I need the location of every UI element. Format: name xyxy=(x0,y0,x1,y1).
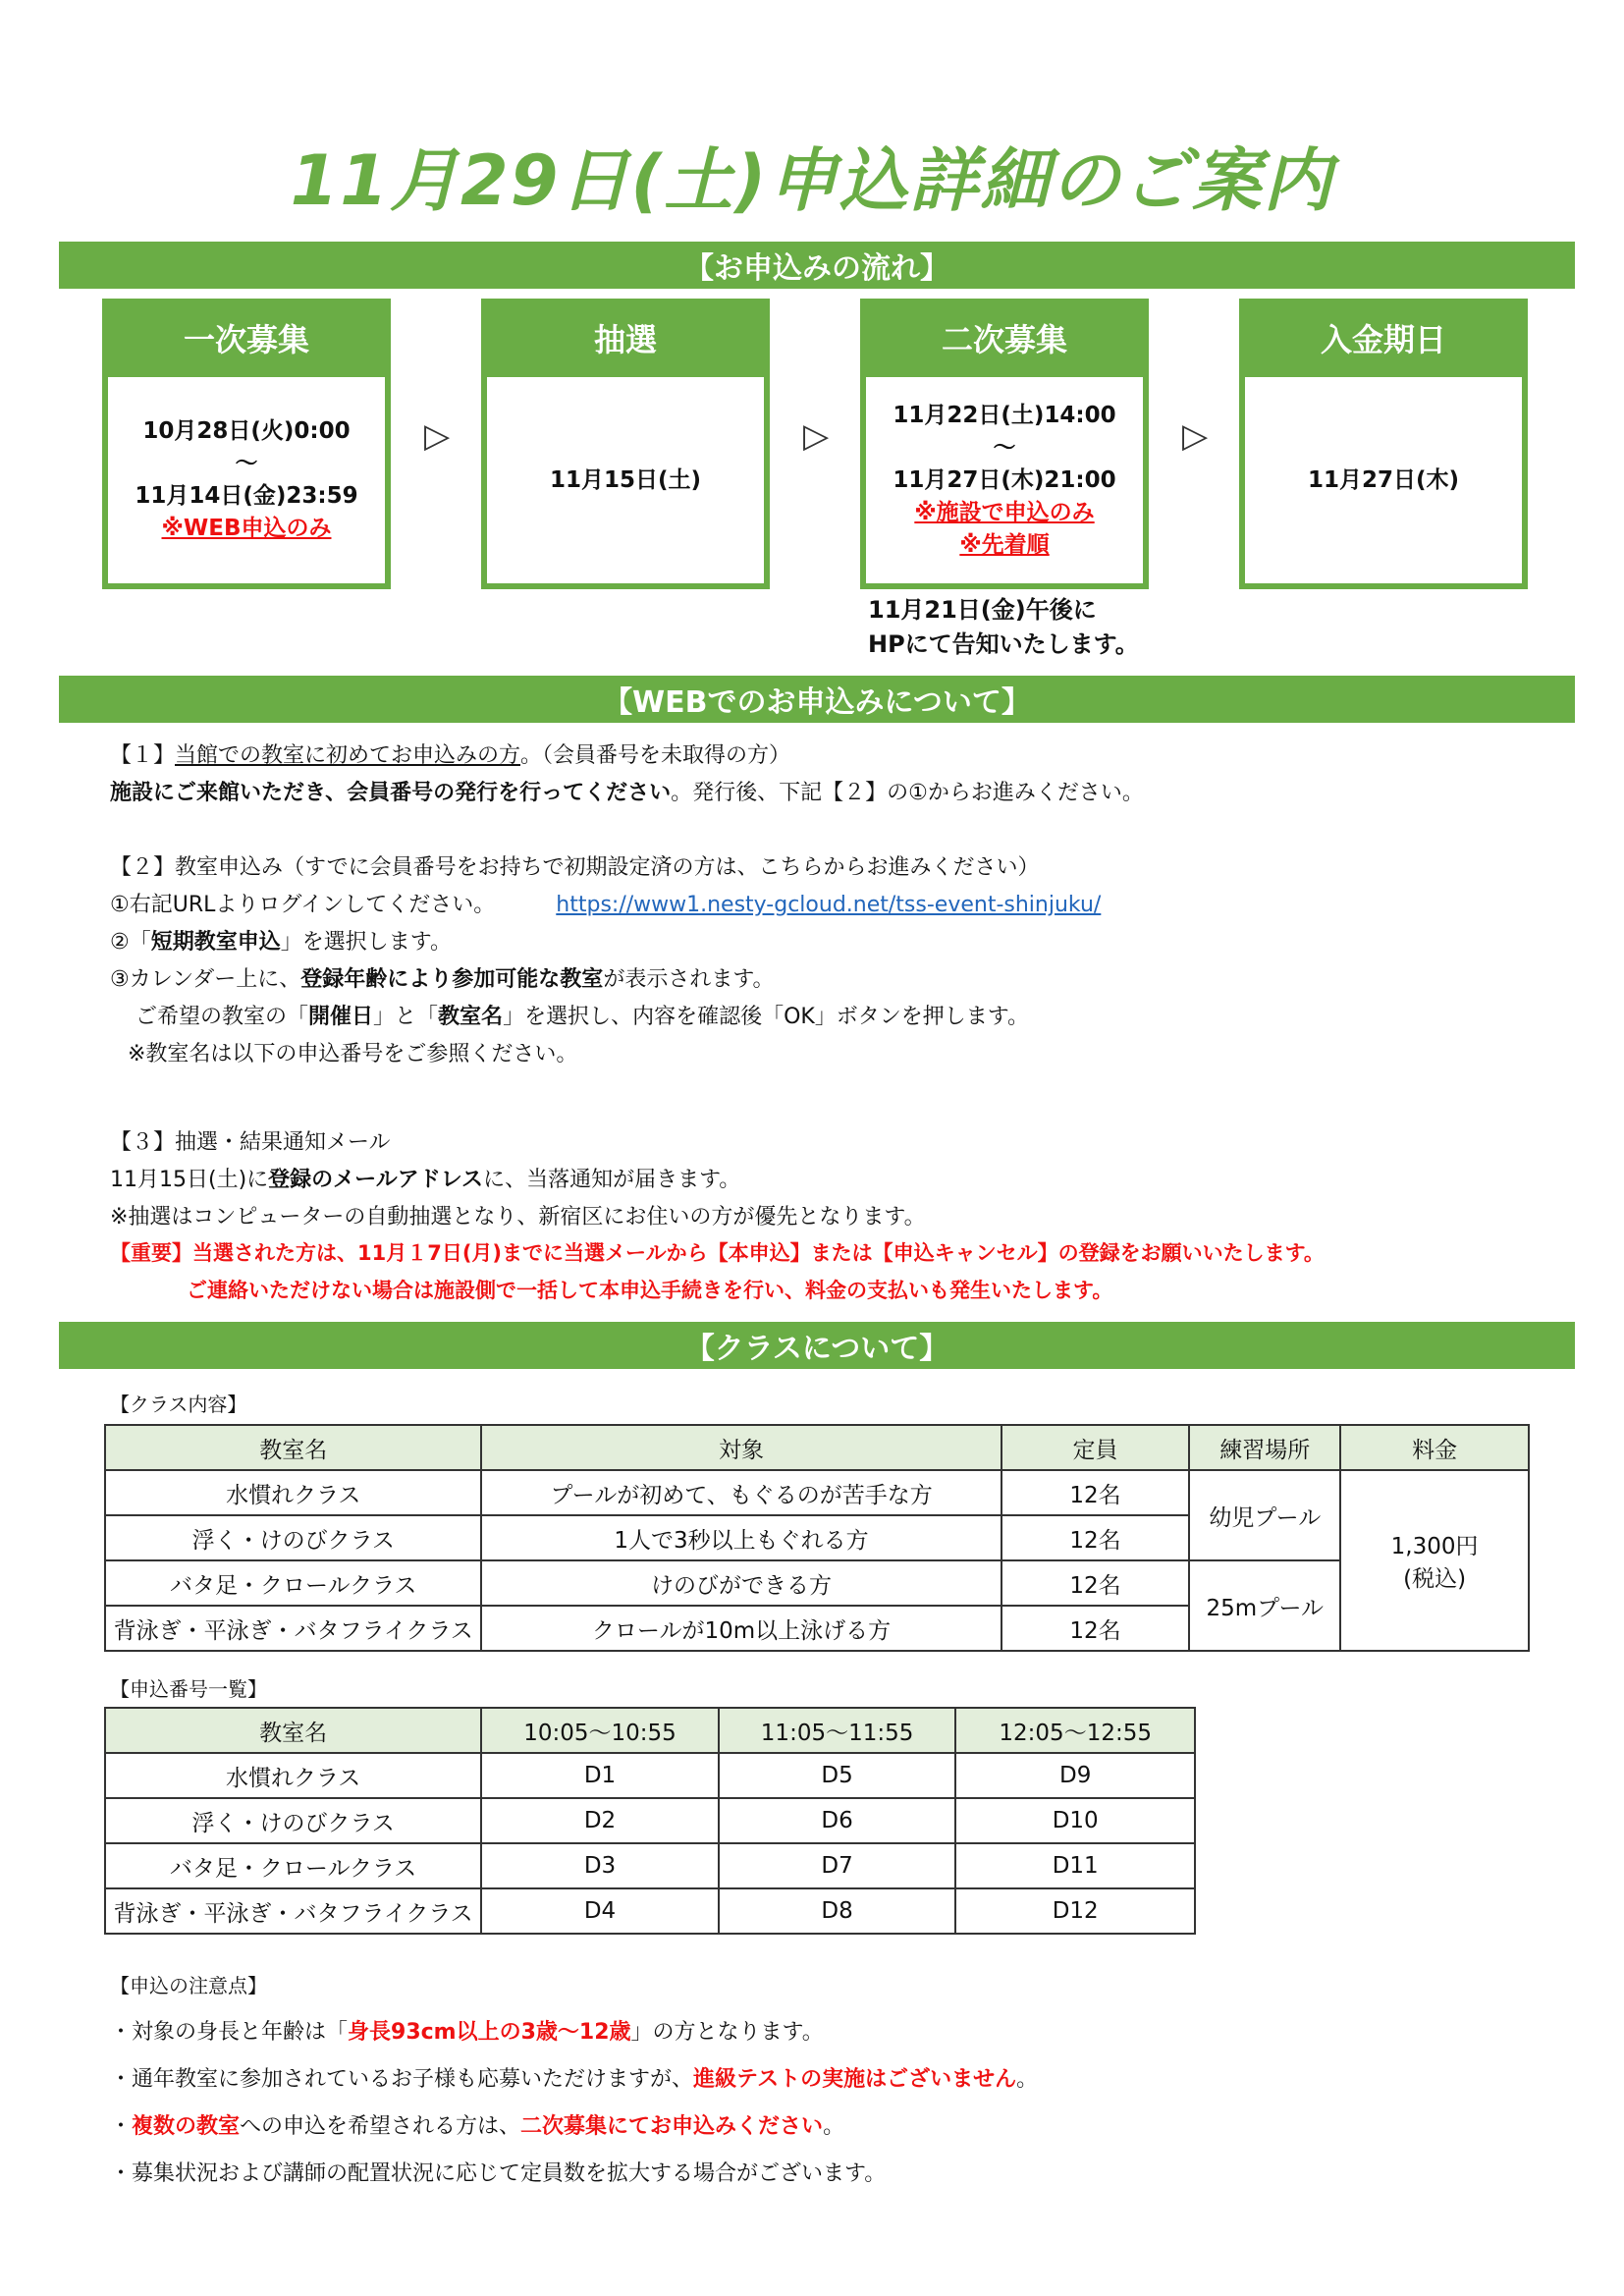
note-height-age xyxy=(110,2015,824,2046)
step-range-mark: ～ xyxy=(235,451,258,476)
application-number: D9 xyxy=(955,1753,1195,1798)
class-target: クロールが10m以上泳げる方 xyxy=(481,1606,1001,1651)
text: 【１】 xyxy=(110,743,176,768)
text: 。 xyxy=(1016,2067,1039,2092)
web-step2-note: ※教室名は以下の申込番号をご参照ください。 xyxy=(128,1042,578,1066)
table-row xyxy=(105,1888,1195,1934)
step-start-date: 10月28日(火)0:00 xyxy=(142,418,351,444)
class-fee xyxy=(1340,1470,1529,1651)
note-no-test xyxy=(110,2062,1038,2093)
text: ・対象の身長と年齢は「 xyxy=(110,2020,349,2045)
column-header: 10:05～10:55 xyxy=(481,1708,719,1753)
table-row xyxy=(105,1843,1195,1888)
text: 複数の教室 xyxy=(132,2114,241,2139)
step-end-date: 11月14日(金)23:59 xyxy=(135,483,358,509)
text: ・通年教室に参加されているお子様も応募いただけますが、 xyxy=(110,2067,694,2092)
step-note: ※WEB申込のみ xyxy=(161,516,332,541)
text: 」を選択し、内容を確認後「OK」ボタンを押します。 xyxy=(503,1005,1030,1029)
column-header: 料金 xyxy=(1340,1425,1529,1470)
application-number: D7 xyxy=(719,1843,956,1888)
web-step2-login xyxy=(110,888,1101,918)
application-number: D4 xyxy=(481,1888,719,1934)
page-title: 11月29日(土)申込詳細のご案内 xyxy=(290,140,1334,221)
column-header: 教室名 xyxy=(105,1425,481,1470)
class-capacity: 12名 xyxy=(1001,1560,1190,1606)
class-target: 1人で3秒以上もぐれる方 xyxy=(481,1515,1001,1560)
application-number: D2 xyxy=(481,1798,719,1843)
column-header: 練習場所 xyxy=(1189,1425,1340,1470)
text: 」の方となります。 xyxy=(630,2020,824,2045)
step-heading: 二次募集 xyxy=(941,321,1067,358)
flow-arrow-icon: ▷ xyxy=(424,416,451,456)
step-heading: 入金期日 xyxy=(1320,321,1446,358)
step-date: 11月27日(木) xyxy=(1307,466,1460,493)
text: 進級テストの実施はございません xyxy=(693,2067,1017,2092)
text: ご希望の教室の「 xyxy=(135,1005,309,1029)
fee-tax-note: (税込) xyxy=(1403,1566,1467,1592)
class-name: 水慣れクラス xyxy=(105,1753,481,1798)
step-date: 11月15日(土) xyxy=(549,466,702,493)
text: 登録年齢により参加可能な教室 xyxy=(300,967,604,992)
important-notice-continued: ご連絡いただけない場合は施設側で一括して本申込手続きを行い、料金の支払いも発生いたします。 xyxy=(187,1279,1113,1302)
application-number: D5 xyxy=(719,1753,956,1798)
announcement-line: HPにて告知いたします。 xyxy=(868,630,1139,658)
class-place: 幼児プール xyxy=(1189,1470,1340,1560)
note-capacity-expansion: ・募集状況および講師の配置状況に応じて定員数を拡大する場合がございます。 xyxy=(110,2161,887,2186)
class-capacity: 12名 xyxy=(1001,1515,1190,1560)
application-number: D6 xyxy=(719,1798,956,1843)
application-number: D3 xyxy=(481,1843,719,1888)
step-first-recruitment xyxy=(102,299,391,589)
class-name: バタ足・クロールクラス xyxy=(105,1560,481,1606)
class-target: プールが初めて、もぐるのが苦手な方 xyxy=(481,1470,1001,1515)
step-body xyxy=(866,377,1143,583)
class-name: 背泳ぎ・平泳ぎ・バタフライクラス xyxy=(105,1888,481,1934)
note-multiple-classes xyxy=(110,2109,844,2140)
class-name: 水慣れクラス xyxy=(105,1470,481,1515)
text: 開催日 xyxy=(308,1005,374,1029)
step-range-mark: ～ xyxy=(993,434,1016,461)
step-second-recruitment xyxy=(860,299,1149,589)
text: 。発行後、下記【２】の①からお進みください。 xyxy=(671,781,1144,805)
login-url-link[interactable]: https://www1.nesty-gcloud.net/tss-event-shinjuku/ xyxy=(556,893,1102,917)
text: 短期教室申込 xyxy=(150,930,281,955)
step-end-date: 11月27日(木)21:00 xyxy=(893,466,1116,493)
class-capacity: 12名 xyxy=(1001,1606,1190,1651)
step-start-date: 11月22日(土)14:00 xyxy=(893,402,1116,428)
web-step2-heading: 【２】教室申込み（すでに会員番号をお持ちで初期設定済の方は、こちらからお進みください） xyxy=(110,855,1040,880)
application-number: D1 xyxy=(481,1753,719,1798)
text: ・ xyxy=(110,2114,133,2139)
application-number: D12 xyxy=(955,1888,1195,1934)
text: 」と「 xyxy=(373,1005,439,1029)
column-header: 11:05～11:55 xyxy=(719,1708,956,1753)
web-step3-heading: 【３】抽選・結果通知メール xyxy=(110,1130,391,1155)
table-row xyxy=(105,1560,1529,1606)
number-table-label: 【申込番号一覧】 xyxy=(110,1677,267,1701)
text: 。 xyxy=(823,2114,845,2139)
step-body xyxy=(487,377,764,583)
step-note: ※先着順 xyxy=(959,531,1050,558)
table-row xyxy=(105,1470,1529,1515)
notes-label: 【申込の注意点】 xyxy=(110,1974,267,1997)
class-place: 25mプール xyxy=(1189,1560,1340,1651)
text: 当館での教室に初めてお申込みの方 xyxy=(175,743,521,768)
text: 登録のメールアドレス xyxy=(268,1168,484,1192)
text: への申込を希望される方は、 xyxy=(240,2114,521,2139)
application-number: D10 xyxy=(955,1798,1195,1843)
text: ②「 xyxy=(110,930,151,955)
class-table xyxy=(104,1424,1530,1652)
flow-arrow-icon: ▷ xyxy=(1182,416,1209,456)
class-target: けのびができる方 xyxy=(481,1560,1001,1606)
step-heading: 一次募集 xyxy=(183,321,309,358)
column-header: 定員 xyxy=(1001,1425,1190,1470)
section-header-web: 【WEBでのお申込みについて】 xyxy=(59,676,1575,723)
class-table-label: 【クラス内容】 xyxy=(110,1393,247,1416)
web-step1-instruction xyxy=(110,776,1144,806)
text: 教室名 xyxy=(438,1005,504,1029)
step-lottery xyxy=(481,299,770,589)
second-recruitment-announcement xyxy=(868,593,1139,662)
text: 11月15日(土)に xyxy=(110,1168,269,1192)
step-note: ※施設で申込のみ xyxy=(914,499,1095,525)
table-row xyxy=(105,1753,1195,1798)
step-payment-deadline xyxy=(1239,299,1528,589)
announcement-line: 11月21日(金)午後に xyxy=(868,596,1097,624)
text: 。（会員番号を未取得の方） xyxy=(520,743,791,768)
column-header: 12:05～12:55 xyxy=(955,1708,1195,1753)
application-number: D8 xyxy=(719,1888,956,1934)
section-header-class: 【クラスについて】 xyxy=(59,1322,1575,1369)
web-step2-select xyxy=(110,925,452,956)
table-header-row xyxy=(105,1425,1529,1470)
web-step3-notice xyxy=(110,1163,740,1193)
class-name: 背泳ぎ・平泳ぎ・バタフライクラス xyxy=(105,1606,481,1651)
class-name: バタ足・クロールクラス xyxy=(105,1843,481,1888)
text: 」を選択します。 xyxy=(280,930,452,955)
step-body xyxy=(108,377,385,583)
text: が表示されます。 xyxy=(603,967,775,992)
class-name: 浮く・けのびクラス xyxy=(105,1515,481,1560)
application-number: D11 xyxy=(955,1843,1195,1888)
web-step2-choose xyxy=(135,1000,1029,1030)
number-table xyxy=(104,1707,1196,1935)
flow-arrow-icon: ▷ xyxy=(803,416,830,456)
important-notice: 【重要】当選された方は、11月１7日(月)までに当選メールから【本申込】または【申込キャンセル】の登録をお願いいたします。 xyxy=(110,1241,1325,1265)
text: 二次募集にてお申込みください xyxy=(520,2114,824,2139)
web-step3-priority: ※抽選はコンピューターの自動抽選となり、新宿区にお住いの方が優先となります。 xyxy=(110,1205,926,1230)
web-step1-heading xyxy=(110,738,790,769)
text: 身長93cm以上の3歳～12歳 xyxy=(348,2020,631,2045)
text: に、当落通知が届きます。 xyxy=(483,1168,741,1192)
fee-amount: 1,300円 xyxy=(1390,1534,1479,1559)
step-heading: 抽選 xyxy=(593,321,657,358)
column-header: 対象 xyxy=(481,1425,1001,1470)
text: ③カレンダー上に、 xyxy=(110,967,301,992)
class-name: 浮く・けのびクラス xyxy=(105,1798,481,1843)
column-header: 教室名 xyxy=(105,1708,481,1753)
web-step2-calendar xyxy=(110,962,775,993)
table-row xyxy=(105,1798,1195,1843)
step-body xyxy=(1245,377,1522,583)
text: 施設にご来館いただき、会員番号の発行を行ってください xyxy=(110,781,672,805)
text: ①右記URLよりログインしてください。 xyxy=(110,893,496,917)
section-header-flow: 【お申込みの流れ】 xyxy=(59,242,1575,289)
table-header-row xyxy=(105,1708,1195,1753)
class-capacity: 12名 xyxy=(1001,1470,1190,1515)
